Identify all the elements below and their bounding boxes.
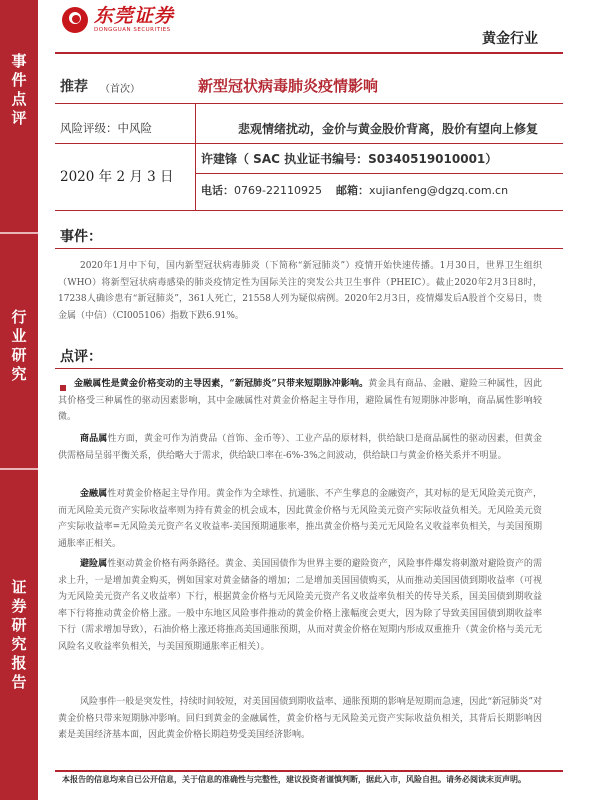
comment-heading: 点评： (60, 349, 102, 365)
sidebar-char: 券 (11, 597, 27, 615)
comment-heading-divider (55, 368, 563, 369)
analyst-info: 许建锋（ SAC 执业证书编号：S0340519010001） (201, 152, 498, 166)
industry-label: 黄金行业 (482, 31, 538, 47)
email-label: 邮箱： (335, 184, 369, 197)
sidebar-char: 点 (11, 90, 27, 108)
comment-paragraph-5: 风险事件一般是突发性，持续时间较短，对美国国债到期收益率、通胀预期的影响是短期而急速，因此“新冠肺炎”对黄金价格只带来短期脉冲影响。回归到黄金的金融属性，黄金价格与无风险美元资产实际收益负相关，其背后长期影响因素是美国经济基本面，因此黄金价格长期趋势受美国经济影响。 (58, 697, 542, 740)
comment-p2-rest: 性方面，黄金可作为消费品（首饰、金币等）、工业产品的原材料，供给缺口是商品属性的驱动因素，但黄金供需格局呈弱平衡关系，供给略大于需求，供给缺口率在-6%-3%之间波动，供给缺口与黄金价格关系并不明显。 (58, 434, 542, 461)
report-title: 新型冠状病毒肺炎疫情影响 (198, 77, 379, 95)
sidebar-divider (0, 468, 38, 470)
event-heading-divider (55, 248, 563, 249)
recommendation: 推荐 (60, 79, 88, 95)
title-divider (55, 103, 563, 104)
sidebar-char: 告 (11, 673, 27, 691)
sidebar-divider (0, 232, 38, 234)
comment-p4-rest: 性驱动黄金价格有两条路径。黄金、美国国债作为世界主要的避险资产，风险事件爆发将刺激对避险资产的需求上升，一是增加黄金购买，例如国家对黄金储备的增加；二是增加美国国债购买，从而推动美国国债到期收益率（可视为无风险美元资产名义收益率）下行，根据黄金价格与无风险美元资产名义收益率负相关的传导关系，国美国债到期收益率下行将推动黄金价格上涨。一般中东地区风险事件推动的黄金价格上涨幅度会更大，因为除了导致美国国债到期收益率下行（需求增加导致），石油价格上涨还将推高美国通胀预期，从而对黄金价格在短期内形成双重推升（黄金价格与美元无风险名义收益率负相关，与美国预期通胀率正相关）。 (58, 559, 542, 652)
comment-paragraph-1 (58, 376, 542, 426)
dongguan-securities-logo-icon (62, 7, 88, 33)
sidebar-section-industry-research (0, 308, 38, 384)
sidebar-char: 报 (11, 654, 27, 672)
sidebar-section-event-review (0, 52, 38, 128)
analyst-divider (195, 173, 563, 174)
brand-name-cn: 东莞证券 (94, 5, 175, 27)
sidebar-char: 行 (11, 308, 27, 326)
sidebar-char: 研 (11, 616, 27, 634)
email-address: xujianfeng@dgzq.com.cn (368, 184, 509, 197)
left-sidebar (0, 0, 38, 800)
sidebar-section-securities-report (0, 578, 38, 692)
brand-name-en: DONGGUAN SECURITIES (94, 27, 171, 33)
header-divider (55, 52, 563, 54)
analyst-contact (201, 182, 508, 198)
recommendation-note: （首次） (100, 84, 140, 95)
comment-p1-rest: 黄金具有商品、金融、避险三种属性，因此其价格受三种属性的驱动因素影响，其中金融属性对黄金价格起主导作用，避险属性有短期脉冲影响，商品属性影响较微。 (58, 379, 542, 422)
comment-p2-bold: 商品属 (80, 434, 108, 444)
event-paragraph: 2020年1月中下旬，国内新型冠状病毒肺炎（下简称“新冠肺炎”）疫情开始快速传播。1月30日，世界卫生组织（WHO）将新型冠状病毒感染的肺炎疫情定性为国际关注的突发公共卫生事件（PHEIC）。截止2020年2月3日8时，17238人确诊患有“新冠肺炎”，361人死亡，21558人列为疑似病例。2020年2月3日，疫情爆发后A股首个交易日，贵金属（中信）（CI005106）指数下跌6.91%。 (58, 261, 542, 321)
phone-number: 0769-22110925 (234, 184, 322, 197)
sidebar-char: 研 (11, 346, 27, 364)
comment-p1-bold: 金融属性是黄金价格变动的主导因素，“新冠肺炎”只带来短期脉冲影响。 (74, 379, 369, 389)
info-vertical-divider (195, 103, 196, 210)
event-heading: 事件： (60, 229, 102, 245)
phone-label: 电话： (201, 184, 234, 197)
comment-p3-rest: 性对黄金价格起主导作用。黄金作为全球性、抗通胀、不产生孳息的金融资产，其对标的是无风险美元资产，而无风险美元资产实际收益率则为持有黄金的机会成本，因此黄金价格与无风险美元资产实际收益负相关。无风险美元资产实际收益率=无风险美元资产名义收益率-美国预期通胀率，推出黄金价格与美元无风险名义收益率负相关，与美国预期通胀率正相关。 (58, 489, 542, 549)
sidebar-char: 究 (11, 365, 27, 383)
report-subtitle: 悲观情绪扰动，金价与黄金股价背离，股价有望向上修复 (237, 122, 538, 136)
disclaimer-footer: 本报告的信息均来自已公开信息，关于信息的准确性与完整性，建议投资者谨慎判断，据此入市，风险自担。请务必阅读末页声明。 (62, 775, 526, 784)
report-date: 2020 年 2 月 3 日 (60, 169, 174, 185)
comment-paragraph-2 (58, 431, 542, 464)
brand-logo (62, 6, 174, 34)
sidebar-char: 事 (11, 52, 27, 70)
risk-rating: 风险评级：中风险 (60, 121, 152, 135)
comment-paragraph-3 (58, 486, 542, 552)
sidebar-char: 究 (11, 635, 27, 653)
comment-p4-bold: 避险属 (80, 559, 108, 569)
comment-paragraph-4 (58, 556, 542, 655)
sidebar-char: 业 (11, 327, 27, 345)
footer-divider (55, 770, 563, 772)
comment-p3-bold: 金融属 (80, 489, 108, 499)
subtitle-divider (55, 143, 563, 144)
sidebar-char: 评 (11, 109, 27, 127)
header-bottom-divider (55, 210, 563, 211)
sidebar-char: 件 (11, 71, 27, 89)
sidebar-char: 证 (11, 578, 27, 596)
